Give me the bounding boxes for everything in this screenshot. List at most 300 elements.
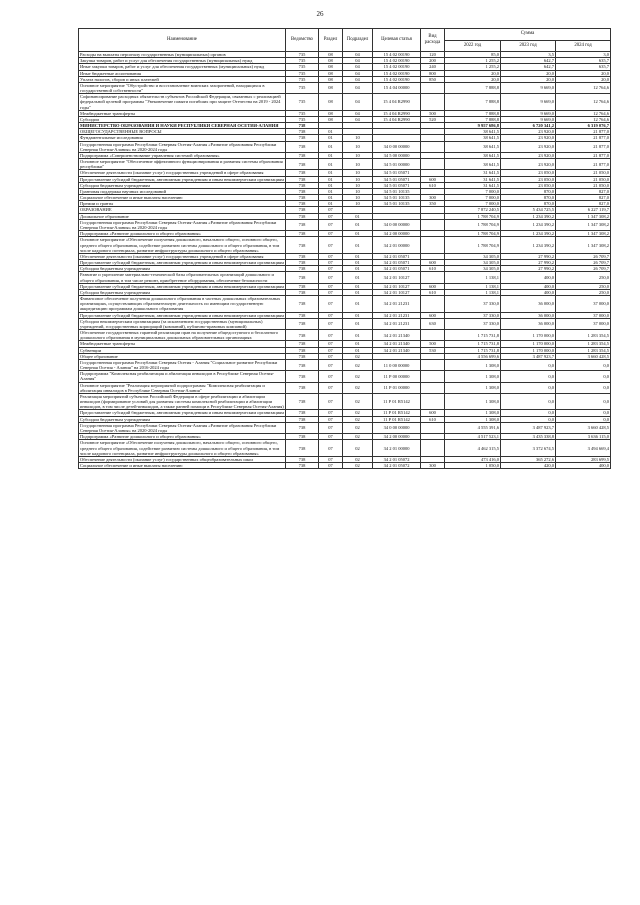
cell-exp — [421, 219, 445, 230]
cell-name: Обеспечение деятельности (оказание услуг) государственных общеобразовательных школ — [79, 456, 286, 462]
cell-target: 34 2 00 00000 — [373, 434, 421, 440]
cell-dept: 738 — [286, 371, 319, 382]
cell-target: 34 5 00 00000 — [373, 152, 421, 158]
cell-sum-2022: 20,0 — [445, 70, 501, 76]
cell-sum-2022: 1 308,0 — [445, 371, 501, 382]
cell-section: 08 — [319, 82, 343, 93]
cell-section: 08 — [319, 64, 343, 70]
cell-sum-2022: 1 788 704,9 — [445, 213, 501, 219]
cell-section: 07 — [319, 312, 343, 318]
cell-sum-2023: 36 000,0 — [501, 296, 556, 313]
cell-dept: 738 — [286, 207, 319, 213]
cell-subsection: 10 — [343, 201, 373, 207]
table-row — [79, 141, 611, 152]
cell-subsection: 02 — [343, 359, 373, 370]
cell-sum-2024: 827,0 — [556, 188, 611, 194]
cell-sum-2022: 34 305,0 — [445, 253, 501, 259]
cell-dept: 738 — [286, 266, 319, 272]
cell-exp: 200 — [421, 58, 445, 64]
cell-name: Иные бюджетные ассигнования — [79, 70, 286, 76]
header-dept: Ведомство — [286, 29, 319, 52]
cell-name: Предоставление субсидий бюджетным, автономным учреждениям и иным некоммерческим организациям — [80, 283, 284, 289]
cell-dept: 735 — [286, 70, 319, 76]
cell-sum-2024: 21 877,0 — [556, 141, 611, 152]
cell-target: 34 2 01 21231 — [373, 296, 421, 313]
cell-exp — [421, 94, 445, 111]
cell-sum-2023: 23 920,0 — [501, 159, 556, 170]
cell-sum-2022: 1 308,0 — [445, 382, 501, 393]
cell-exp: 520 — [421, 116, 445, 122]
cell-sum-2022: 37 330,0 — [445, 318, 501, 329]
cell-section: 07 — [319, 410, 343, 416]
cell-subsection: 02 — [343, 422, 373, 433]
cell-dept: 738 — [286, 422, 319, 433]
cell-sum-2023: 0,0 — [501, 416, 556, 422]
cell-sum-2022: 9 957 686,8 — [445, 123, 501, 129]
cell-subsection: 04 — [343, 82, 373, 93]
cell-sum-2023: 9 669,0 — [501, 116, 556, 122]
cell-sum-2023: 1 234 390,2 — [501, 219, 556, 230]
header-target: Целевая статья — [373, 29, 421, 52]
cell-sum-2024: 1 347 308,2 — [556, 219, 611, 230]
cell-sum-2023: 36 000,0 — [501, 312, 556, 318]
cell-target: 34 5 01 00000 — [373, 159, 421, 170]
cell-sum-2024: 3 636 115,0 — [556, 434, 611, 440]
table-row — [79, 94, 611, 111]
cell-exp: 530 — [421, 347, 445, 353]
cell-sum-2023: 9 669,0 — [501, 94, 556, 111]
cell-sum-2022: 1 138,1 — [445, 289, 501, 295]
cell-section: 07 — [319, 272, 343, 283]
cell-sum-2023: 1 234 390,2 — [501, 231, 556, 237]
cell-sum-2022: 1 255,2 — [445, 58, 501, 64]
cell-exp: 300 — [421, 195, 445, 201]
cell-sum-2023: 23 920,0 — [501, 129, 556, 135]
cell-sum-2024: 3 660 428,5 — [556, 422, 611, 433]
cell-target: 15 4 02 00190 — [373, 64, 421, 70]
cell-sum-2022: 1 715 731,8 — [445, 347, 501, 353]
cell-name: Софинансирование расходных обязательств субъектов Российской Федерации, связанных с реализацией федеральной целевой программы "Увековечение памяти погибших при защите Отечества на 2019 - 2024 годы" — [79, 94, 286, 111]
cell-sum-2023: 642,7 — [501, 64, 556, 70]
cell-section: 01 — [319, 188, 343, 194]
cell-name: Подпрограмма "Комплексная реабилитация и абилитация инвалидов в Республике Северная Осетия-Алания" — [79, 371, 286, 382]
cell-target: 34 5 01 10135 — [373, 195, 421, 201]
cell-sum-2024: 26 709,7 — [556, 260, 611, 266]
cell-dept: 738 — [286, 176, 319, 182]
cell-sum-2024: 37 000,0 — [556, 296, 611, 313]
cell-target: 34 5 01 05071 — [373, 182, 421, 188]
cell-section: 01 — [319, 201, 343, 207]
cell-sum-2024: 250,0 — [556, 289, 611, 295]
cell-name: ОБЩЕГОСУДАРСТВЕННЫЕ ВОПРОСЫ — [79, 129, 286, 135]
cell-section: 01 — [319, 135, 343, 141]
cell-subsection: 02 — [343, 440, 373, 457]
cell-sum-2022: 1 255,2 — [445, 64, 501, 70]
table-row — [79, 371, 611, 382]
cell-sum-2022: 473 416,0 — [445, 456, 501, 462]
cell-sum-2022: 4 462 315,5 — [445, 440, 501, 457]
cell-sum-2023: 23 920,0 — [501, 141, 556, 152]
cell-sum-2024: 635,7 — [556, 64, 611, 70]
table-row — [79, 330, 611, 341]
header-exp: Вид расхода — [421, 29, 445, 52]
cell-dept: 738 — [286, 359, 319, 370]
cell-sum-2024: 250,0 — [556, 272, 611, 283]
cell-name: Расходы на выплаты персоналу государственных (муниципальных) органов — [79, 52, 286, 58]
cell-section: 08 — [319, 116, 343, 122]
cell-name: Основное мероприятие «Обеспечение получения дошкольного, начального общего, основного общего, среднего общего образования, содействие развитию системы дошкольного и общего образования, в том числе кадрового потенциала, развитие инфраструктуры дошкольного и общего образования» — [79, 237, 286, 254]
cell-dept: 735 — [286, 52, 319, 58]
cell-target: 15 4 02 00190 — [373, 52, 421, 58]
cell-section: 01 — [319, 129, 343, 135]
cell-sum-2022: 37 330,0 — [445, 312, 501, 318]
cell-target: 34 2 01 10127 — [373, 272, 421, 283]
cell-sum-2022: 7 888,8 — [445, 94, 501, 111]
cell-sum-2022: 1 788 704,9 — [445, 231, 501, 237]
cell-sum-2024: 37 000,0 — [556, 318, 611, 329]
cell-dept: 738 — [286, 213, 319, 219]
cell-exp — [421, 393, 445, 410]
cell-target: 34 5 01 10135 — [373, 188, 421, 194]
cell-section: 07 — [319, 341, 343, 347]
cell-target: 34 2 01 21340 — [373, 347, 421, 353]
cell-subsection: 01 — [343, 260, 373, 266]
cell-dept: 738 — [286, 231, 319, 237]
cell-sum-2023: 1 234 390,2 — [501, 213, 556, 219]
cell-target: 34 2 00 00000 — [373, 231, 421, 237]
cell-section: 07 — [319, 237, 343, 254]
cell-dept: 738 — [286, 434, 319, 440]
cell-target: 34 2 01 05071 — [373, 253, 421, 259]
cell-subsection: 01 — [343, 318, 373, 329]
cell-sum-2023: 27 990,2 — [501, 253, 556, 259]
cell-target: 34 2 01 05071 — [373, 260, 421, 266]
cell-sum-2024: 26 709,7 — [556, 253, 611, 259]
cell-target: 11 Р 00 00000 — [373, 371, 421, 382]
cell-target: 15 4 04 00000 — [373, 82, 421, 93]
table-row — [79, 440, 611, 457]
budget-table — [78, 28, 611, 469]
cell-sum-2024: 21 877,0 — [556, 135, 611, 141]
cell-target: 11 Р 01 R5142 — [373, 410, 421, 416]
cell-subsection: 01 — [343, 312, 373, 318]
cell-subsection: 02 — [343, 382, 373, 393]
cell-section: 07 — [319, 416, 343, 422]
table-row — [79, 359, 611, 370]
cell-name: ОБРАЗОВАНИЕ — [79, 207, 286, 213]
cell-name: Уплата налогов, сборов и иных платежей — [79, 76, 286, 82]
cell-sum-2023: 400,0 — [501, 272, 556, 283]
cell-exp: 600 — [421, 283, 445, 289]
cell-name: Грантовая поддержка научных исследований — [79, 188, 286, 194]
cell-name: Субсидии бюджетным учреждениям — [79, 266, 286, 272]
cell-name: Субсидии некоммерческим организациям (за исключением государственных (муниципальных) учреждений, государственных корпораций (компаний), публично-правовых компаний) — [79, 318, 286, 329]
cell-sum-2022: 20,0 — [445, 76, 501, 82]
cell-sum-2022: 38 641,5 — [445, 141, 501, 152]
cell-sum-2023: 3 435 338,8 — [501, 434, 556, 440]
cell-dept: 738 — [286, 347, 319, 353]
cell-exp — [421, 382, 445, 393]
cell-name: Субсидии — [79, 116, 286, 122]
cell-dept: 738 — [286, 283, 319, 289]
cell-sum-2022: 7 888,8 — [445, 110, 501, 116]
cell-sum-2023: 9 669,0 — [501, 110, 556, 116]
cell-sum-2023: 3 372 674,5 — [501, 440, 556, 457]
cell-target: 34 2 01 10127 — [373, 289, 421, 295]
cell-exp — [421, 296, 445, 313]
cell-sum-2022: 1 138,1 — [445, 272, 501, 283]
cell-subsection: 02 — [343, 416, 373, 422]
cell-sum-2022: 37 330,0 — [445, 296, 501, 313]
cell-sum-2022: 7 888,8 — [445, 82, 501, 93]
cell-name: Обеспечение государственных гарантий реализации прав на получение общедоступного и бесплатного дошкольного образования в муниципальных дошкольных образовательных организациях — [79, 330, 286, 341]
cell-exp: 800 — [421, 70, 445, 76]
cell-sum-2023: 870,0 — [501, 201, 556, 207]
cell-sum-2024: 21 050,0 — [556, 182, 611, 188]
cell-target: 34 2 01 05072 — [373, 463, 421, 469]
cell-name: Предоставление субсидий бюджетным, автономным учреждениям и иным некоммерческим организациям — [80, 410, 284, 416]
cell-name: Государственная программа Республики Северная Осетия-Алания «Развитие образования Республики Северная Осетия-Алания» на 2020-2024 годы — [79, 219, 286, 230]
cell-exp: 600 — [421, 260, 445, 266]
cell-target: 15 4 02 00190 — [373, 58, 421, 64]
header-sum: Сумма — [445, 29, 611, 41]
cell-target: 34 2 01 10127 — [373, 283, 421, 289]
cell-sum-2022: 34 305,0 — [445, 266, 501, 272]
cell-dept: 738 — [286, 330, 319, 341]
cell-sum-2022: 1 715 731,8 — [445, 341, 501, 347]
cell-sum-2022: 1 308,0 — [445, 359, 501, 370]
header-year-2023: 2023 год — [501, 40, 556, 52]
cell-dept: 738 — [286, 312, 319, 318]
cell-exp: 600 — [421, 312, 445, 318]
header-section: Раздел — [319, 29, 343, 52]
cell-section: 01 — [319, 152, 343, 158]
cell-sum-2022: 1 715 731,8 — [445, 330, 501, 341]
cell-subsection: 01 — [343, 231, 373, 237]
cell-name: Подпрограмма «Совершенствование управления системой образования» — [79, 152, 286, 158]
cell-target: 34 5 01 05071 — [373, 170, 421, 176]
cell-name: Реализация мероприятий субъектов Российской Федерации в сфере реабилитации и абилитации инвалидов (формирование условий для развития системы комплексной реабилитации и абилитации инвалидов, в том числе детей-инвалидов, а также ранней помощи в Республике Северная Осетия-Алания) — [80, 393, 284, 410]
cell-sum-2022: 31 641,5 — [445, 182, 501, 188]
cell-target: 34 2 01 21231 — [373, 312, 421, 318]
cell-subsection: 10 — [343, 195, 373, 201]
cell-name: Основное мероприятие "Обустройство и восстановление воинских захоронений, находящихся в государственной собственности" — [79, 82, 286, 93]
cell-subsection: 02 — [343, 456, 373, 462]
cell-section: 07 — [319, 231, 343, 237]
cell-dept: 738 — [286, 253, 319, 259]
cell-exp: 610 — [421, 266, 445, 272]
table-row — [79, 296, 611, 313]
cell-section: 07 — [319, 440, 343, 457]
cell-sum-2023: 20,0 — [501, 76, 556, 82]
cell-section: 07 — [319, 353, 343, 359]
cell-sum-2022: 1 308,0 — [445, 410, 501, 416]
cell-subsection: 10 — [343, 135, 373, 141]
cell-target: 34 0 00 00000 — [373, 219, 421, 230]
cell-sum-2023: 3,5 — [501, 52, 556, 58]
cell-dept: 735 — [286, 58, 319, 64]
cell-sum-2022: 1 788 704,9 — [445, 219, 501, 230]
cell-exp: 610 — [421, 289, 445, 295]
table-row — [79, 272, 611, 283]
table-row — [79, 393, 611, 410]
cell-sum-2023: 6 720 341,2 — [501, 123, 556, 129]
cell-sum-2024: 1 283 354,5 — [556, 341, 611, 347]
cell-target: 34 2 01 00000 — [373, 237, 421, 254]
cell-sum-2023: 642,7 — [501, 58, 556, 64]
cell-dept: 735 — [286, 110, 319, 116]
cell-dept: 738 — [286, 382, 319, 393]
cell-dept: 738 — [286, 260, 319, 266]
cell-sum-2022: 7 888,8 — [445, 116, 501, 122]
cell-exp — [421, 359, 445, 370]
cell-sum-2023: 23 920,0 — [501, 152, 556, 158]
cell-target: 11 Р 01 R5142 — [373, 416, 421, 422]
cell-sum-2024: 1 347 308,2 — [556, 231, 611, 237]
cell-section: 08 — [319, 52, 343, 58]
cell-sum-2023: 400,0 — [501, 289, 556, 295]
cell-sum-2022: 7 000,0 — [445, 195, 501, 201]
cell-dept: 738 — [286, 219, 319, 230]
cell-subsection: 02 — [343, 434, 373, 440]
cell-sum-2024: 21 050,0 — [556, 176, 611, 182]
cell-section: 07 — [319, 456, 343, 462]
cell-dept: 735 — [286, 64, 319, 70]
cell-subsection: 10 — [343, 141, 373, 152]
cell-subsection: 01 — [343, 347, 373, 353]
cell-exp — [421, 272, 445, 283]
cell-subsection: 01 — [343, 213, 373, 219]
cell-sum-2024: 400,0 — [556, 463, 611, 469]
cell-section: 07 — [319, 260, 343, 266]
cell-sum-2023: 27 990,2 — [501, 260, 556, 266]
cell-section: 07 — [319, 207, 343, 213]
cell-sum-2023: 23 050,0 — [501, 176, 556, 182]
cell-name: Предоставление субсидий бюджетным, автономным учреждениям и иным некоммерческим организациям — [80, 176, 284, 182]
cell-dept: 738 — [286, 410, 319, 416]
cell-sum-2023: 1 170 000,0 — [501, 330, 556, 341]
cell-subsection: 01 — [343, 266, 373, 272]
cell-subsection: 04 — [343, 116, 373, 122]
cell-section: 07 — [319, 347, 343, 353]
cell-sum-2024: 0,0 — [556, 410, 611, 416]
cell-sum-2023: 27 990,2 — [501, 266, 556, 272]
cell-section: 08 — [319, 58, 343, 64]
cell-name: Подпрограмма «Развитие дошкольного и общего образования» — [79, 231, 286, 237]
cell-sum-2024: 6 319 076,7 — [556, 123, 611, 129]
cell-exp: 500 — [421, 110, 445, 116]
cell-name: Субсидии бюджетным учреждениям — [79, 289, 286, 295]
cell-sum-2023: 23 920,0 — [501, 135, 556, 141]
cell-target: 15 4 02 00190 — [373, 70, 421, 76]
cell-name: Субсидии бюджетным учреждениям — [79, 182, 286, 188]
cell-subsection: 04 — [343, 64, 373, 70]
cell-target: 34 2 01 21340 — [373, 330, 421, 341]
page-number: 26 — [316, 10, 324, 18]
table-row — [79, 422, 611, 433]
cell-subsection: 01 — [343, 330, 373, 341]
cell-sum-2022: 4 555 391,6 — [445, 422, 501, 433]
cell-target: 15 4 04 R2990 — [373, 94, 421, 111]
cell-section: 07 — [319, 434, 343, 440]
cell-target: 15 4 04 R2990 — [373, 110, 421, 116]
cell-section: 07 — [319, 359, 343, 370]
cell-sum-2022: 38 641,5 — [445, 129, 501, 135]
cell-subsection: 02 — [343, 410, 373, 416]
cell-name: Общее образование — [79, 353, 286, 359]
cell-sum-2024: 20,0 — [556, 76, 611, 82]
cell-section: 08 — [319, 94, 343, 111]
cell-dept: 738 — [286, 456, 319, 462]
cell-name: Премии и гранты — [79, 201, 286, 207]
cell-name: Предоставление субсидий бюджетным, автономным учреждениям и иным некоммерческим организациям — [80, 312, 284, 318]
cell-sum-2023: 0,0 — [501, 382, 556, 393]
cell-sum-2023: 0,0 — [501, 371, 556, 382]
table-body — [79, 52, 611, 469]
cell-target: 15 4 02 00190 — [373, 76, 421, 82]
cell-subsection: 10 — [343, 159, 373, 170]
cell-sum-2024: 1 347 308,2 — [556, 213, 611, 219]
cell-sum-2022: 1 050,0 — [445, 463, 501, 469]
cell-target: 15 4 04 R2990 — [373, 116, 421, 122]
cell-target: 11 0 00 00000 — [373, 359, 421, 370]
cell-section: 07 — [319, 463, 343, 469]
cell-section: 07 — [319, 393, 343, 410]
cell-sum-2023: 23 050,0 — [501, 182, 556, 188]
cell-target: 34 2 01 21231 — [373, 318, 421, 329]
cell-subsection: 01 — [343, 272, 373, 283]
cell-exp — [421, 159, 445, 170]
cell-section: 07 — [319, 371, 343, 382]
cell-dept: 738 — [286, 296, 319, 313]
cell-name: Обеспечение деятельности (оказание услуг) государственных учреждений в сфере образования — [79, 253, 286, 259]
cell-dept: 738 — [286, 135, 319, 141]
cell-sum-2022: 7 872 240,5 — [445, 207, 501, 213]
cell-name: МИНИСТЕРСТВО ОБРАЗОВАНИЯ И НАУКИ РЕСПУБЛИКИ СЕВЕРНАЯ ОСЕТИЯ-АЛАНИЯ — [79, 123, 286, 129]
cell-section: 07 — [319, 266, 343, 272]
table-row — [79, 219, 611, 230]
cell-exp — [421, 237, 445, 254]
cell-name: Иные закупки товаров, работ и услуг для обеспечения государственных (муниципальных) нужд — [79, 64, 286, 70]
cell-dept: 738 — [286, 159, 319, 170]
cell-name: Предоставление субсидий бюджетным, автономным учреждениям и иным некоммерческим организациям — [80, 260, 284, 266]
cell-sum-2022: 4 517 523,1 — [445, 434, 501, 440]
cell-sum-2024: 6 227 119,7 — [556, 207, 611, 213]
cell-sum-2022: 1 308,0 — [445, 416, 501, 422]
cell-name: Субвенции — [79, 347, 286, 353]
cell-sum-2022: 38 641,5 — [445, 135, 501, 141]
cell-sum-2024: 0,0 — [556, 416, 611, 422]
cell-subsection: 04 — [343, 76, 373, 82]
cell-target: 11 Р 01 R5142 — [373, 393, 421, 410]
cell-section: 08 — [319, 110, 343, 116]
cell-name: Фундаментальные исследования — [79, 135, 286, 141]
cell-name: Основное мероприятие "Реализация мероприятий подпрограммы "Комплексная реабилитация и абилитация инвалидов в Республике Северная Осетия-Алания" — [79, 382, 286, 393]
cell-subsection: 10 — [343, 176, 373, 182]
cell-exp — [421, 82, 445, 93]
cell-subsection: 01 — [343, 253, 373, 259]
cell-sum-2024: 0,0 — [556, 382, 611, 393]
cell-subsection: 02 — [343, 393, 373, 410]
cell-section: 07 — [319, 213, 343, 219]
cell-dept: 738 — [286, 272, 319, 283]
cell-subsection: 04 — [343, 110, 373, 116]
cell-sum-2022: 4 556 699,6 — [445, 353, 501, 359]
cell-subsection: 10 — [343, 152, 373, 158]
cell-name: Социальное обеспечение и иные выплаты населению — [79, 463, 286, 469]
header-year-2022: 2022 год — [445, 40, 501, 52]
cell-subsection: 04 — [343, 58, 373, 64]
